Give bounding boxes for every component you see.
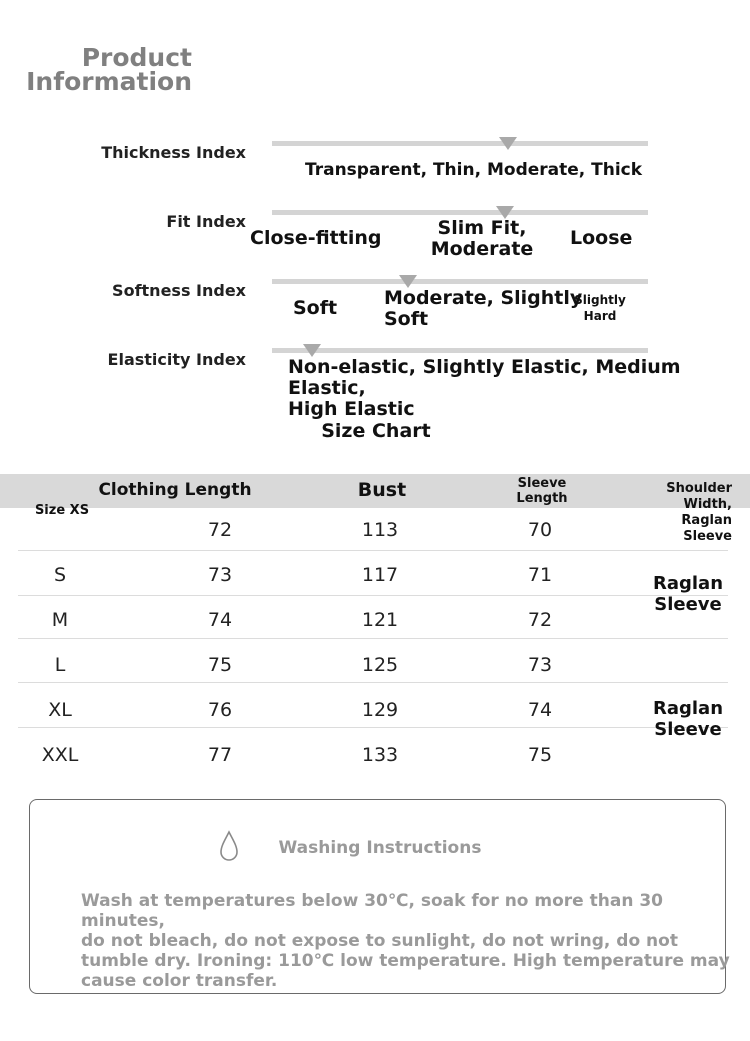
washing-line-3: tumble dry. Ironing: 110℃ low temperature. High temperature may <box>81 951 730 971</box>
row-divider <box>18 595 728 596</box>
fit-option-slim-fit-line1: Slim Fit, <box>437 217 527 239</box>
softness-index-label: Softness Index <box>112 281 246 300</box>
cell-bust: 117 <box>361 564 399 586</box>
washing-instructions-title: Washing Instructions <box>278 838 482 858</box>
softness-option-soft: Soft <box>293 297 338 319</box>
cell-sleeve: 71 <box>527 564 553 586</box>
header-bust: Bust <box>357 479 407 501</box>
header-shoulder-width <box>636 481 732 545</box>
cell-size: M <box>51 609 69 631</box>
cell-sleeve: 74 <box>527 699 553 721</box>
cell-bust: 129 <box>361 699 399 721</box>
raglan-sleeve-label-b <box>640 698 736 740</box>
elasticity-index-options <box>288 357 746 420</box>
cell-sleeve: 75 <box>527 744 553 766</box>
cell-bust: 113 <box>361 519 399 541</box>
row-divider <box>18 638 728 639</box>
cell-size: XXL <box>41 744 79 766</box>
softness-option-moderate-line1: Moderate, Slightly <box>384 287 583 309</box>
cell-sleeve: 73 <box>527 654 553 676</box>
raglan-a-line1: Raglan <box>652 573 724 594</box>
cell-bust: 133 <box>361 744 399 766</box>
thickness-index-marker <box>499 137 517 150</box>
softness-index-track <box>272 279 648 284</box>
thickness-index-options: Transparent, Thin, Moderate, Thick <box>305 160 643 180</box>
elasticity-options-line2: High Elastic <box>288 398 415 420</box>
elasticity-options-line1: Non-elastic, Slightly Elastic, Medium Elastic, <box>288 356 681 399</box>
raglan-b-line2: Sleeve <box>654 719 722 740</box>
header-shoulder-line1: Shoulder <box>666 481 732 496</box>
cell-length: 75 <box>207 654 233 676</box>
raglan-b-line1: Raglan <box>652 698 724 719</box>
softness-option-slightly-hard <box>570 292 630 324</box>
fit-option-slim-fit <box>420 218 544 260</box>
elasticity-index-label: Elasticity Index <box>107 350 246 369</box>
header-shoulder-line2: Width, <box>683 497 732 512</box>
elasticity-index-track <box>272 348 648 353</box>
washing-line-4: cause color transfer. <box>81 971 278 991</box>
cell-length: 73 <box>207 564 233 586</box>
cell-length: 77 <box>207 744 233 766</box>
row-divider <box>18 682 728 683</box>
softness-option-slightly-hard-line1: Slightly <box>574 293 626 307</box>
cell-size: XL <box>48 699 72 721</box>
size-chart-title: Size Chart <box>321 420 431 442</box>
softness-option-slightly-hard-line2: Hard <box>583 309 617 323</box>
thickness-index-track <box>272 141 648 146</box>
fit-index-track <box>272 210 648 215</box>
cell-size: L <box>54 654 66 676</box>
thickness-index-label: Thickness Index <box>101 143 246 162</box>
title-line-2: Information <box>26 67 192 96</box>
header-shoulder-line3: Raglan <box>681 513 732 528</box>
washing-instructions-text <box>81 891 731 991</box>
page-title <box>22 43 192 96</box>
row-divider <box>18 727 728 728</box>
header-size: Size XS <box>34 503 90 518</box>
cell-sleeve: 70 <box>527 519 553 541</box>
fit-option-close-fitting: Close-fitting <box>250 227 382 249</box>
raglan-a-line2: Sleeve <box>654 594 722 615</box>
title-line-1: Product <box>81 43 192 72</box>
water-drop-icon <box>217 830 241 862</box>
cell-bust: 121 <box>361 609 399 631</box>
header-sleeve-line1: Sleeve <box>517 476 567 491</box>
header-shoulder-line4: Sleeve <box>683 529 732 544</box>
washing-line-1: Wash at temperatures below 30℃, soak for no more than 30 minutes, <box>81 891 664 931</box>
fit-option-slim-fit-line2: Moderate <box>430 238 534 260</box>
cell-size: S <box>53 564 67 586</box>
cell-bust: 125 <box>361 654 399 676</box>
raglan-sleeve-label-a <box>640 573 736 615</box>
header-clothing-length: Clothing Length <box>98 480 252 500</box>
washing-line-2: do not bleach, do not expose to sunlight, do not wring, do not <box>81 931 678 951</box>
row-divider <box>18 550 728 551</box>
cell-length: 76 <box>207 699 233 721</box>
header-sleeve-line2: Length <box>516 491 568 506</box>
cell-length: 72 <box>207 519 233 541</box>
cell-sleeve: 72 <box>527 609 553 631</box>
fit-option-loose: Loose <box>570 227 633 249</box>
cell-length: 74 <box>207 609 233 631</box>
header-sleeve-length <box>500 476 584 506</box>
fit-index-label: Fit Index <box>166 212 246 231</box>
softness-option-moderate-line2: Soft <box>384 308 429 330</box>
softness-option-moderate <box>384 288 582 330</box>
